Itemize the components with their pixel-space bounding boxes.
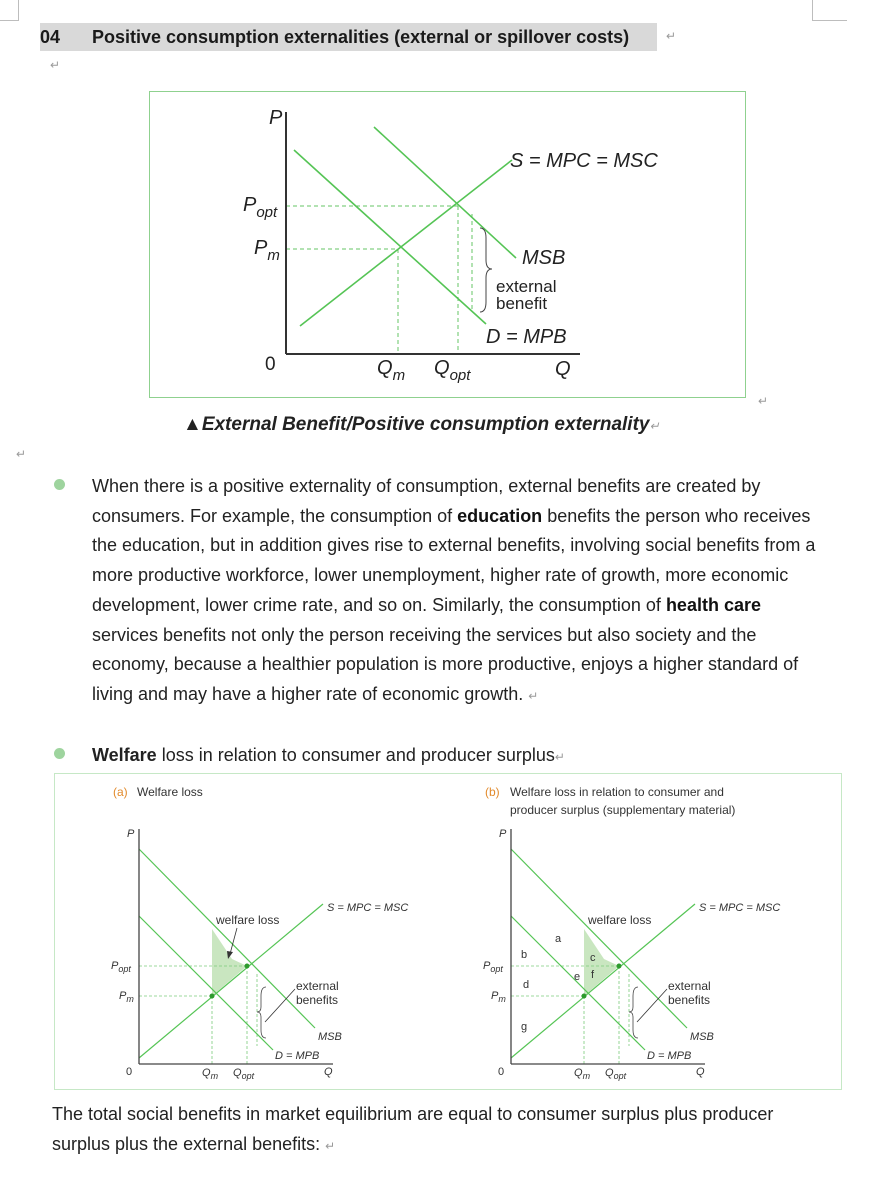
return-mark: ↵ (16, 447, 27, 461)
p-opt-label: $P_{opt}$ (243, 194, 278, 221)
panel-b-tag: (b) (485, 785, 500, 799)
figure-positive-externality (149, 91, 746, 398)
return-mark: ↵ (758, 394, 769, 408)
section-heading (40, 23, 657, 51)
bold-health-care: health care (665, 594, 761, 615)
external-benefit-brace (480, 228, 492, 312)
return-mark: ↵ (50, 58, 61, 72)
p-m-label: $P_m$ (254, 237, 280, 264)
panel-b-area-d: d (523, 979, 530, 991)
panel-b-q-axis-label: Q (696, 1066, 705, 1078)
panel-a-external-benefits-brace (257, 987, 266, 1038)
panel-a-external-benefits-label-2: benefits (296, 993, 339, 1007)
panel-a-q-axis-label: Q (324, 1066, 333, 1078)
demand-curve (294, 150, 486, 324)
panel-a-msb-label: MSB (318, 1031, 342, 1043)
panel-a-p-opt-label: $P_{opt}$ (111, 960, 131, 974)
panel-a-welfare-loss-label: welfare loss (216, 913, 280, 927)
panel-b (483, 785, 780, 1081)
q-m-label: $Q_m$ (377, 357, 406, 384)
panel-a-welfare-loss-area (212, 929, 247, 996)
panel-b-origin-label: 0 (498, 1066, 505, 1078)
section-title: Positive consumption externalities (external or spillover costs) (92, 27, 630, 47)
bullet-icon (54, 479, 65, 490)
panel-b-demand-label: D = MPB (647, 1050, 692, 1062)
crop-mark-top-right (812, 0, 847, 21)
panel-b-area-e: e (574, 971, 581, 983)
panel-b-area-c: c (590, 952, 596, 964)
figure-welfare-loss-graphs (55, 774, 841, 1089)
q-axis-label: Q (555, 358, 571, 380)
demand-label: D = MPB (486, 326, 567, 348)
figure-caption: ▲External Benefit/Positive consumption externality↵ (183, 414, 660, 435)
panel-a-demand-curve (139, 916, 273, 1050)
panel-a-title: Welfare loss (137, 785, 203, 799)
panel-b-msb-curve (511, 849, 687, 1028)
panel-a-q-opt-label: $Q_{opt}$ (233, 1067, 255, 1081)
p-axis-label: P (269, 107, 283, 129)
figure-welfare-loss (54, 773, 842, 1090)
bullet-paragraph-1: When there is a positive externality of consumption, external benefits are created by consumers. For example, the consumption of education benefits the person who receives the education, but in addition gives rise to external benefits, involving social benefits from a more productive workforce, lower unemployment, higher rate of growth, more economic development, lower crime rate, and so on. Similarly, the consumption of health care services benefits not only the person receiving the services but also society and the economy, because a healthier population is more productive, enjoys a higher standard of living and may have a higher rate of economic growth. ↵ (92, 476, 816, 704)
panel-b-area-f: f (591, 969, 595, 981)
panel-a-origin-label: 0 (126, 1066, 133, 1078)
bullet-paragraph-2: Welfare loss in relation to consumer and producer surplus↵ (92, 745, 565, 765)
panel-b-title-line-2: producer surplus (supplementary material) (510, 803, 736, 817)
panel-a-q-m-label: $Q_m$ (202, 1067, 219, 1081)
msb-label: MSB (522, 247, 566, 269)
triangle-icon: ▲ (183, 414, 202, 435)
return-mark: ↵ (666, 29, 677, 43)
crop-mark-top-left (0, 0, 19, 21)
bold-education: education (457, 505, 543, 526)
panel-b-external-benefits-brace (629, 987, 638, 1038)
panel-b-q-m-label: $Q_m$ (574, 1067, 591, 1081)
panel-b-external-benefits-label-2: benefits (668, 993, 711, 1007)
panel-a-supply-label: S = MPC = MSC (327, 902, 409, 914)
closing-paragraph: The total social benefits in market equilibrium are equal to consumer surplus plus producer surplus plus the external benefits: ↵ (52, 1104, 774, 1154)
panel-b-area-g: g (521, 1021, 528, 1033)
q-opt-label: $Q_{opt}$ (434, 357, 471, 384)
panel-b-external-benefits-label-1: external (668, 979, 711, 993)
external-benefit-label-2: benefit (496, 294, 548, 313)
panel-b-q-opt-label: $Q_{opt}$ (605, 1067, 627, 1081)
panel-a-demand-label: D = MPB (275, 1050, 320, 1062)
panel-b-demand-curve (511, 916, 645, 1050)
panel-b-p-axis-label: P (499, 828, 507, 840)
panel-b-area-a: a (555, 933, 562, 945)
panel-b-title-line-1: Welfare loss in relation to consumer and (510, 785, 724, 799)
external-benefit-label-1: external (496, 277, 557, 296)
origin-label: 0 (265, 354, 276, 375)
panel-a-external-benefits-label-1: external (296, 979, 339, 993)
panel-b-msb-label: MSB (690, 1031, 714, 1043)
panel-b-p-m-label: $P_m$ (491, 990, 506, 1004)
supply-label: S = MPC = MSC (510, 150, 658, 172)
panel-b-area-b: b (521, 949, 528, 961)
panel-a-msb-curve (139, 849, 315, 1028)
section-number: 04 (40, 27, 61, 47)
panel-a (111, 785, 408, 1081)
panel-b-welfare-loss-label: welfare loss (588, 913, 652, 927)
panel-b-supply-label: S = MPC = MSC (699, 902, 781, 914)
panel-a-tag: (a) (113, 785, 128, 799)
bullet-icon (54, 748, 65, 759)
panel-b-p-opt-label: $P_{opt}$ (483, 960, 503, 974)
figure-positive-externality-graph (150, 92, 745, 397)
panel-a-p-axis-label: P (127, 828, 135, 840)
msb-curve (374, 127, 516, 258)
panel-a-p-m-label: $P_m$ (119, 990, 134, 1004)
